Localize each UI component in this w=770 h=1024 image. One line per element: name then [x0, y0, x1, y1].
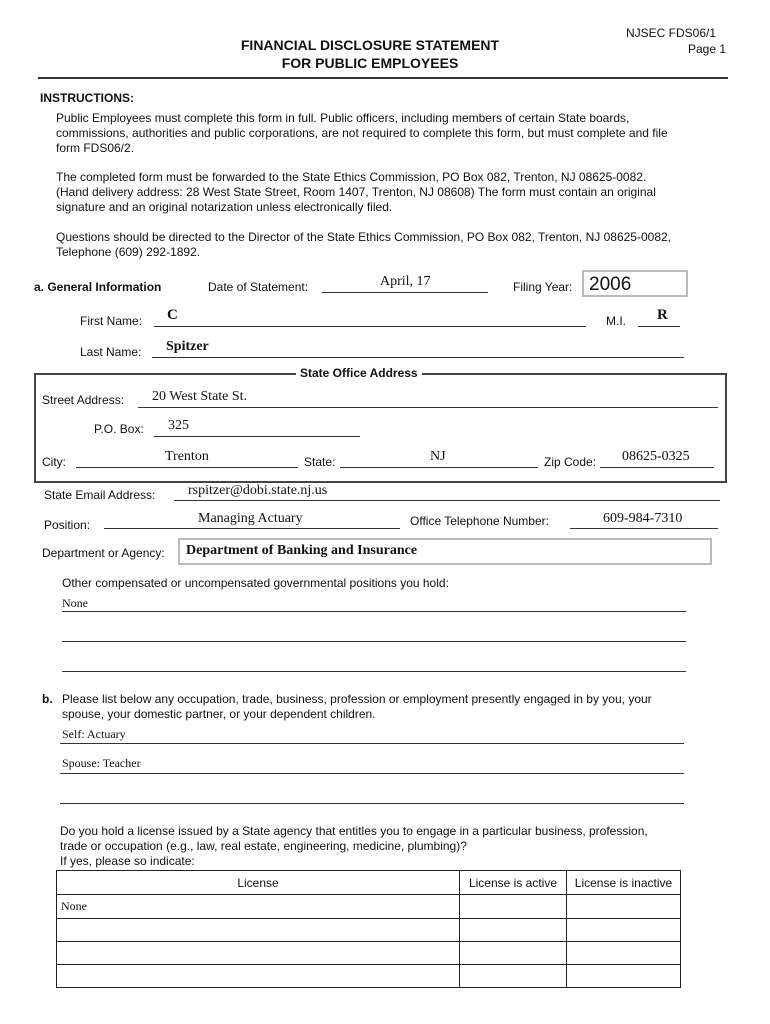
other-positions-value: None [62, 596, 88, 610]
section-a-heading: a. General Information [34, 280, 162, 294]
zip-value: 08625-0325 [622, 449, 690, 464]
phone-field[interactable] [570, 528, 718, 529]
po-box-label: P.O. Box: [94, 422, 144, 436]
license-inactive-cell[interactable] [567, 942, 681, 965]
section-b-prompt: Please list below any occupation, trade, business, profession or employment presently engaged in by you, your spouse, your domestic partner, or your dependent children. [62, 692, 652, 721]
header-rule [38, 77, 728, 79]
instructions-paragraph-2: The completed form must be forwarded to the State Ethics Commission, PO Box 082, Trenton, NJ 08625-0082. (Hand delivery address: 28 West State Street, Room 1407, Trenton, NJ 08608) The form must contain an original signature and an original notarization unless electronically filed. [56, 170, 656, 214]
other-positions-line-2[interactable] [62, 641, 686, 642]
street-label: Street Address: [42, 393, 125, 407]
email-label: State Email Address: [44, 488, 156, 502]
state-label: State: [304, 455, 336, 469]
other-positions-line-3[interactable] [62, 671, 686, 672]
phone-label: Office Telephone Number: [410, 514, 549, 528]
position-label: Position: [44, 518, 91, 532]
date-label: Date of Statement: [208, 280, 309, 294]
office-address-heading: State Office Address [296, 366, 422, 380]
license-active-cell[interactable] [460, 919, 567, 942]
first-name-value: C [167, 307, 178, 323]
mi-value: R [657, 307, 668, 323]
dept-value: Department of Banking and Insurance [186, 543, 418, 558]
page-number: Page 1 [688, 42, 727, 56]
occupation-value-2: Spouse: Teacher [62, 756, 141, 770]
email-value: rspitzer@dobi.state.nj.us [188, 483, 328, 498]
license-cell[interactable]: None [57, 895, 460, 919]
other-positions-line-1[interactable] [62, 611, 686, 612]
state-field[interactable] [340, 467, 538, 468]
license-table [56, 870, 681, 988]
mi-label: M.I. [606, 314, 626, 328]
city-value: Trenton [165, 449, 209, 464]
section-b-letter: b. [42, 692, 53, 706]
zip-field[interactable] [600, 467, 714, 468]
city-label: City: [42, 455, 66, 469]
license-inactive-cell[interactable] [567, 965, 681, 988]
instructions-paragraph-1: Public Employees must complete this form in full. Public officers, including members of certain State boards, commissions, authorities and public corporations, are not required to complete this form, but must complete and file form FDS06/2. [56, 111, 668, 155]
license-active-cell[interactable] [460, 965, 567, 988]
date-value: April, 17 [380, 274, 431, 289]
state-value: NJ [430, 449, 446, 464]
license-cell[interactable] [57, 965, 460, 988]
license-inactive-cell[interactable] [567, 895, 681, 919]
po-box-field[interactable] [154, 436, 360, 437]
last-name-field[interactable] [152, 357, 684, 358]
filing-year-value: 2006 [589, 274, 632, 295]
zip-label: Zip Code: [544, 455, 597, 469]
table-row [57, 965, 681, 988]
first-name-field[interactable] [154, 326, 586, 327]
table-row [57, 942, 681, 965]
mi-field[interactable] [638, 326, 680, 327]
position-value: Managing Actuary [198, 511, 303, 526]
position-field[interactable] [104, 528, 400, 529]
table-row [57, 895, 681, 919]
license-cell[interactable] [57, 919, 460, 942]
license-active-header: License is active [460, 871, 567, 895]
table-row [57, 919, 681, 942]
license-inactive-cell[interactable] [567, 919, 681, 942]
phone-value: 609-984-7310 [603, 511, 683, 526]
email-field[interactable] [174, 500, 720, 501]
form-title: FINANCIAL DISCLOSURE STATEMENT FOR PUBLIC EMPLOYEES [240, 37, 500, 71]
license-active-cell[interactable] [460, 895, 567, 919]
license-active-cell[interactable] [460, 942, 567, 965]
license-header: License [57, 871, 460, 895]
street-value: 20 West State St. [152, 389, 248, 404]
license-question: Do you hold a license issued by a State agency that entitles you to engage in a particular business, profession, trade or occupation (e.g., law, real estate, engineering, medicine, plumbing)? If yes, please so indicate: [60, 824, 648, 868]
city-field[interactable] [76, 467, 298, 468]
license-cell[interactable] [57, 942, 460, 965]
first-name-label: First Name: [80, 314, 143, 328]
occupation-value-1: Self: Actuary [62, 727, 126, 741]
instructions-heading: INSTRUCTIONS: [40, 91, 134, 105]
license-inactive-header: License is inactive [567, 871, 681, 895]
filing-year-label: Filing Year: [513, 280, 573, 294]
filing-year-field[interactable] [582, 270, 688, 297]
dept-field[interactable] [178, 538, 712, 565]
date-field[interactable] [322, 292, 488, 293]
street-field[interactable] [138, 407, 718, 408]
last-name-label: Last Name: [80, 345, 142, 359]
occupation-line-2[interactable] [60, 773, 684, 774]
occupation-line-1[interactable] [60, 743, 684, 744]
form-code: NJSEC FDS06/1 [626, 26, 717, 40]
occupation-line-3[interactable] [60, 803, 684, 804]
last-name-value: Spitzer [166, 339, 209, 354]
other-positions-label: Other compensated or uncompensated governmental positions you hold: [62, 576, 449, 590]
license-table-header [57, 871, 681, 895]
dept-label: Department or Agency: [42, 546, 165, 560]
po-box-value: 325 [168, 418, 189, 433]
instructions-paragraph-3: Questions should be directed to the Director of the State Ethics Commission, PO Box 082, Trenton, NJ 08625-0082, Telephone (609) 292-1892. [56, 230, 671, 259]
